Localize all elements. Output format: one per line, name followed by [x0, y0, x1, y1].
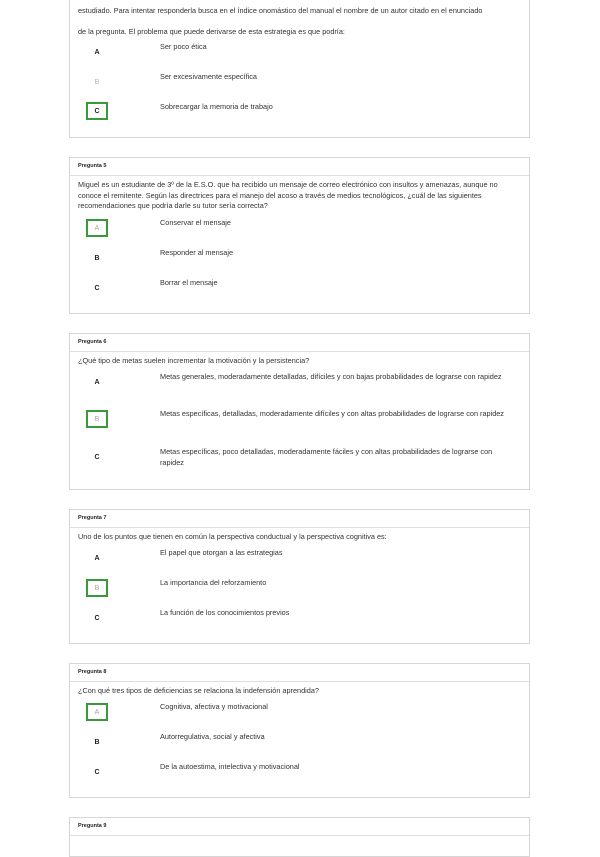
option-a-letter[interactable]: A: [94, 378, 100, 386]
option-c-text[interactable]: Borrar el mensaje: [160, 278, 218, 287]
option-c-text[interactable]: Sobrecargar la memoria de trabajo: [160, 102, 273, 111]
option-a-letter-selected[interactable]: A: [86, 703, 108, 721]
option-b-text[interactable]: Ser excesivamente específica: [160, 72, 257, 81]
question-text: estudiado. Para intentar responderla busca en el índice onomástico del manual el nombre de un autor citado en el enunciado: [78, 6, 483, 15]
option-a-text[interactable]: Cognitiva, afectiva y motivacional: [160, 702, 268, 711]
question-label: Pregunta 7: [70, 510, 529, 528]
option-c-text[interactable]: De la autoestima, intelectiva y motivacional: [160, 762, 300, 771]
option-a-letter-selected[interactable]: A: [86, 219, 108, 237]
question-text: Miguel es un estudiante de 3º de la E.S.O. que ha recibido un mensaje de correo electrónico con insultos y amenazas, aunque no conoce el remitente. Según las directrices para el manejo del acoso a través de medios tecnológicos, ¿cuál de las siguientes recomendaciones que podría darle su tutor sería correcta?: [78, 180, 498, 210]
option-c-letter[interactable]: C: [94, 284, 100, 292]
option-a-letter[interactable]: A: [94, 48, 100, 56]
option-b-letter[interactable]: B: [94, 78, 100, 86]
question-card-6: [69, 333, 530, 490]
question-card-5: [69, 157, 530, 314]
option-c-letter[interactable]: C: [94, 614, 100, 622]
question-text: ¿Con qué tres tipos de deficiencias se relaciona la indefensión aprendida?: [78, 686, 319, 695]
question-text: ¿Qué tipo de metas suelen incrementar la motivación y la persistencia?: [78, 356, 310, 365]
question-card-4: [69, 0, 530, 138]
option-a-text[interactable]: Conservar el mensaje: [160, 218, 231, 227]
option-a-text[interactable]: Metas generales, moderadamente detalladas, difíciles y con bajas probabilidades de lograrse con rapidez: [160, 372, 502, 381]
option-b-letter-selected[interactable]: B: [86, 579, 108, 597]
question-label: Pregunta 8: [70, 664, 529, 682]
question-card-7: [69, 509, 530, 644]
option-b-letter-selected[interactable]: B: [86, 410, 108, 428]
option-b-text[interactable]: Responder al mensaje: [160, 248, 234, 257]
option-b-letter[interactable]: B: [94, 254, 100, 262]
question-label: Pregunta 6: [70, 334, 529, 352]
option-c-text[interactable]: La función de los conocimientos previos: [160, 608, 290, 617]
option-b-text[interactable]: La importancia del reforzamiento: [160, 578, 267, 587]
option-c-letter[interactable]: C: [94, 453, 100, 461]
question-label: Pregunta 5: [70, 158, 529, 176]
question-text: Uno de los puntos que tienen en común la perspectiva conductual y la perspectiva cognitiva es:: [78, 532, 387, 541]
option-b-text[interactable]: Autorregulativa, social y afectiva: [160, 732, 265, 741]
option-a-letter[interactable]: A: [94, 554, 100, 562]
option-c-letter[interactable]: C: [94, 768, 100, 776]
option-c-letter-selected[interactable]: C: [86, 102, 108, 120]
question-label: Pregunta 9: [70, 818, 529, 836]
option-b-letter[interactable]: B: [94, 738, 100, 746]
question-text-continued: de la pregunta. El problema que puede derivarse de esta estrategia es que podría:: [78, 27, 345, 36]
question-card-8: [69, 663, 530, 798]
question-card-9: [69, 817, 530, 857]
option-a-text[interactable]: Ser poco ética: [160, 42, 207, 51]
option-c-text[interactable]: Metas específicas, poco detalladas, moderadamente fáciles y con altas probabilidades de lograrse con rapidez: [160, 447, 493, 467]
option-b-text[interactable]: Metas específicas, detalladas, moderadamente difíciles y con altas probabilidades de lograrse con rapidez: [160, 409, 504, 418]
option-a-text[interactable]: El papel que otorgan a las estrategias: [160, 548, 283, 557]
